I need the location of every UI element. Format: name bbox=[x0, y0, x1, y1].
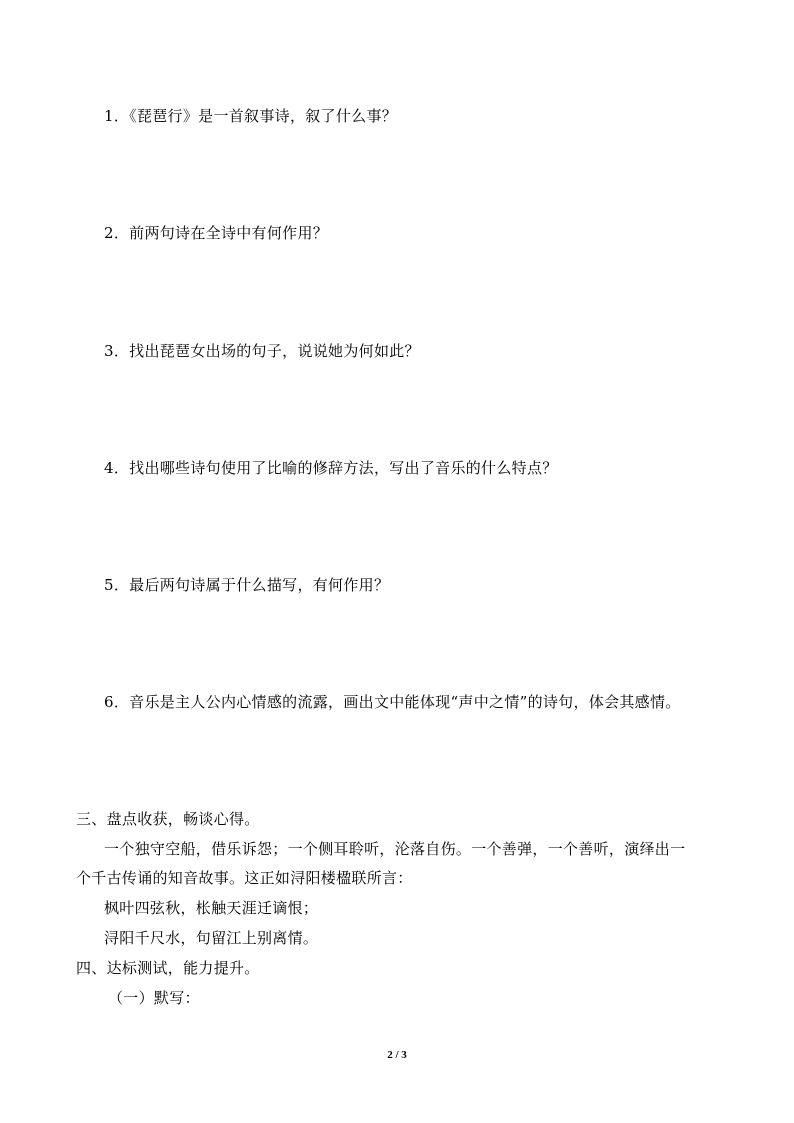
section-4-subheading: （一）默写： bbox=[108, 989, 200, 1007]
couplet-line-2: 浔阳千尺水，句留江上别离情。 bbox=[104, 929, 319, 947]
section-3-paragraph-line-1: 一个独守空船，借乐诉怨；一个侧耳聆听，沦落自伤。一个善弹，一个善听，演绎出一 bbox=[104, 840, 686, 858]
page-number: 2 / 3 bbox=[387, 1049, 407, 1061]
couplet-line-1: 枫叶四弦秋，枨触天涯迁谪恨； bbox=[104, 899, 319, 917]
question-5: 5．最后两句诗属于什么描写，有何作用？ bbox=[104, 576, 390, 594]
section-3-paragraph-line-2: 个千古传诵的知音故事。这正如浔阳楼楹联所言： bbox=[76, 869, 413, 887]
question-6: 6．音乐是主人公内心情感的流露，画出文中能体现“声中之情”的诗句，体会其感情。 bbox=[104, 693, 681, 711]
section-4-heading: 四、达标测试，能力提升。 bbox=[76, 959, 260, 977]
question-1: 1．《琵琶行》是一首叙事诗，叙了什么事？ bbox=[104, 107, 398, 125]
question-3: 3．找出琵琶女出场的句子，说说她为何如此？ bbox=[104, 342, 420, 360]
question-2: 2．前两句诗在全诗中有何作用？ bbox=[104, 224, 329, 242]
question-4: 4．找出哪些诗句使用了比喻的修辞方法，写出了音乐的什么特点？ bbox=[104, 459, 558, 477]
section-3-heading: 三、盘点收获，畅谈心得。 bbox=[76, 810, 260, 828]
